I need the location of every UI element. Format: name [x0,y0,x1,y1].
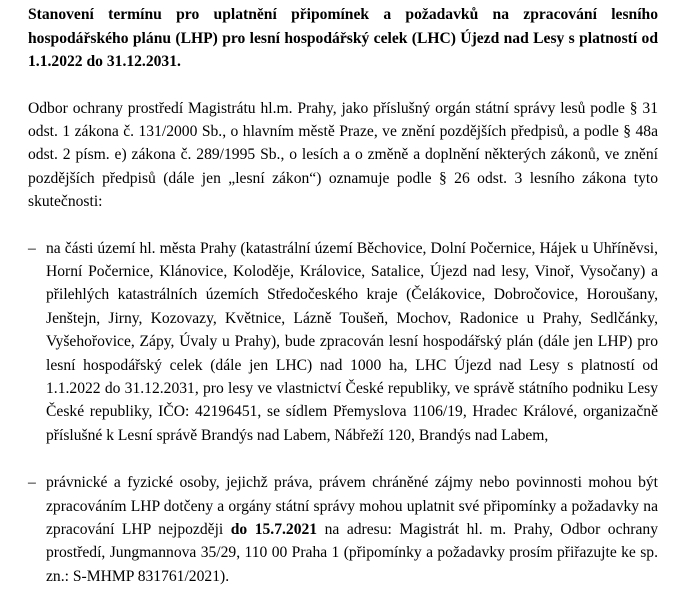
statement-list [28,237,658,589]
deadline-date: do 15.7.2021 [230,521,318,538]
document-page [28,3,658,588]
list-dash: – [28,474,36,492]
list-item-text-before: právnické a fyzické osoby, jejichž práva, právem chráněné zájmy nebo povinnosti mohou být zpracováním LHP dotčeny a orgány státní správy mohou uplatnit své připomínky a požadavky na zpracování LHP nejpozději [46,474,658,538]
list-item-text: na části území hl. města Prahy (katastrální území Běchovice, Dolní Počernice, Hájek u Uhříněvsi, Horní Počernice, Klánovice, Koloděje, Královice, Satalice, Újezd nad lesy, Vinoř, Vysočany) a přilehlých katastrálních územích Středočeského kraje (Čelákovice, Dobročovice, Horoušany, Jenštejn, Jirny, Kozovazy, Květnice, Lázně Toušeň, Mochov, Radonice u Prahy, Sedlčánky, Vyšehořovice, Zápy, Úvaly u Prahy), bude zpracován lesní hospodářský plán (dále jen LHP) pro lesní hospodářský celek (dále jen LHC) nad 1000 ha, LHC Újezd nad Lesy s platností od 1.1.2022 do 31.12.2031, pro lesy ve vlastnictví České republiky, ve správě státního podniku Lesy České republiky, IČO: 42196451, se sídlem Přemyslova 1106/19, Hradec Králové, organizačně příslušné k Lesní správě Brandýs nad Labem, Nábřeží 120, Brandýs nad Labem, [46,239,658,444]
list-item-text-after: na adresu: Magistrát hl. m. Prahy, Odbor ochrany prostředí, Jungmannova 35/29, 110 00 Praha 1 (připomínky a požadavky prosím přiřazujte ke sp. zn.: S-MHMP 831761/2021). [46,521,659,585]
list-dash: – [28,239,36,257]
intro-paragraph: Odbor ochrany prostředí Magistrátu hl.m. Prahy, jako příslušný orgán státní správy lesů podle § 31 odst. 1 zákona č. 131/2000 Sb., o hlavním městě Praze, ve znění pozdějších předpisů, a podle § 48a odst. 2 písm. e) zákona č. 289/1995 Sb., o lesích a o změně a doplnění některých zákonů, ve znění pozdějších předpisů (dále jen „lesní zákon“) oznamuje podle § 26 odst. 3 lesního zákona tyto skutečnosti: [28,99,658,211]
list-item [28,471,658,588]
document-title: Stanovení termínu pro uplatnění připomínek a požadavků na zpracování lesního hospodářského plánu (LHP) pro lesní hospodářský celek (LHC) Újezd nad Lesy s platností od 1.1.2022 do 31.12.2031. [28,6,658,70]
list-item [28,237,658,448]
